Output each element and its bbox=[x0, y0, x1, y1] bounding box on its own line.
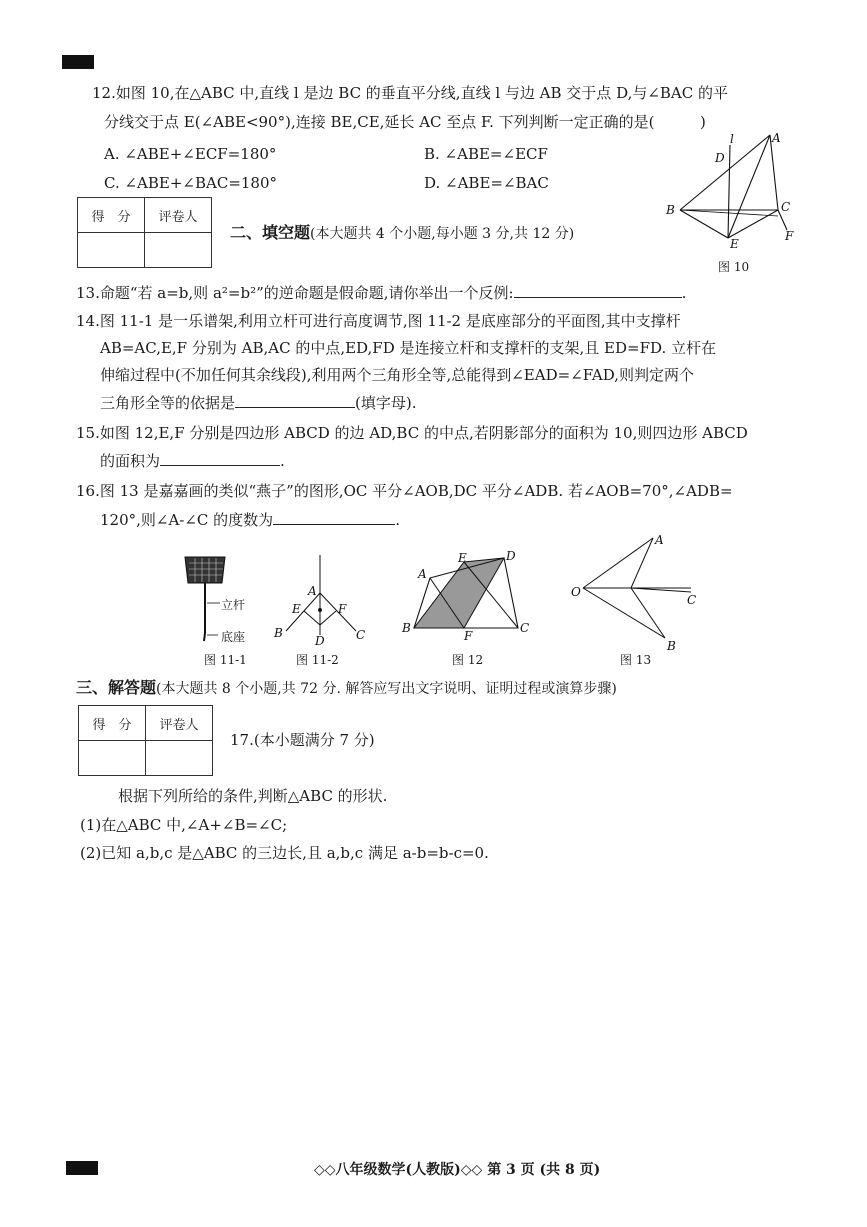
fig11-2-label-f: F bbox=[338, 602, 347, 616]
fig10-label-c: C bbox=[781, 200, 791, 214]
figure-10 bbox=[660, 130, 810, 275]
q14-answer-blank[interactable] bbox=[235, 389, 355, 408]
section3-heading bbox=[76, 675, 617, 698]
grader-field[interactable] bbox=[146, 741, 213, 776]
score-box-section2 bbox=[77, 197, 212, 268]
q12-option-a: A. ∠ABE+∠ECF=180° bbox=[104, 145, 277, 163]
page-footer: ◇◇八年级数学(人教版)◇◇ 第 3 页 (共 8 页) bbox=[314, 1162, 601, 1178]
fig10-label-d: D bbox=[715, 151, 725, 165]
fig13-label-b: B bbox=[667, 639, 676, 653]
q12-paren-close: ) bbox=[700, 113, 706, 131]
q12-option-b: B. ∠ABE=∠ECF bbox=[424, 145, 548, 163]
q14-line4 bbox=[100, 389, 417, 416]
score-label: 得 分 bbox=[78, 198, 145, 233]
fig11-2-label-d: D bbox=[315, 634, 325, 648]
fig11-1-pole-label: 立杆 bbox=[221, 598, 246, 612]
q15-line2-text: 的面积为 bbox=[100, 452, 161, 470]
figure-13 bbox=[567, 532, 707, 652]
section2-desc: (本大题共 4 个小题,每小题 3 分,共 12 分) bbox=[310, 226, 575, 242]
q12-line1: 12.如图 10,在△ABC 中,直线 l 是边 BC 的垂直平分线,直线 l 与边 AB 交于点 D,与∠BAC 的平 bbox=[92, 84, 729, 102]
grader-field[interactable] bbox=[145, 233, 212, 268]
fig12-label-b: B bbox=[402, 621, 411, 635]
q14-line1: 14.图 11-1 是一乐谱架,利用立杆可进行高度调节,图 11-2 是底座部分的平面图,其中支撑杆 bbox=[76, 312, 681, 330]
fig11-1-base-label: 底座 bbox=[221, 630, 246, 644]
fig10-label-l: l bbox=[730, 132, 734, 146]
fig12-label-e: E bbox=[458, 551, 467, 565]
fig13-label-c: C bbox=[687, 593, 697, 607]
fig10-label-a: A bbox=[772, 131, 781, 145]
section2-heading bbox=[230, 220, 574, 243]
fig10-caption: 图 10 bbox=[718, 260, 750, 274]
q16-line2: 120°,则∠A-∠C 的度数为 . bbox=[100, 506, 400, 533]
grader-label: 评卷人 bbox=[146, 706, 213, 741]
section3-title: 三、解答题 bbox=[76, 678, 157, 697]
q14-line2: AB=AC,E,F 分别为 AB,AC 的中点,ED,FD 是连接立杆和支撑杆的支架,且 ED=FD. 立杆在 bbox=[100, 339, 717, 357]
q14-line3: 伸缩过程中(不加任何其余线段),利用两个三角形全等,总能得到∠EAD=∠FAD,则判定两个 bbox=[100, 366, 694, 384]
figure-11-2 bbox=[272, 555, 372, 647]
fig11-2-label-e: E bbox=[292, 602, 301, 616]
q17-header: 17.(本小题满分 7 分) bbox=[230, 731, 375, 749]
fig10-label-b: B bbox=[666, 203, 675, 217]
fig10-label-e: E bbox=[730, 237, 739, 251]
q15-line2: 的面积为 . bbox=[100, 447, 285, 474]
q14-line4-suffix: (填字母). bbox=[355, 394, 417, 412]
fig10-label-f: F bbox=[785, 229, 794, 243]
q17-intro: 根据下列所给的条件,判断△ABC 的形状. bbox=[118, 787, 388, 805]
q13-text: 13.命题“若 a=b,则 a²=b²”的逆命题是假命题,请你举出一个反例: bbox=[76, 284, 514, 302]
fig11-2-caption: 图 11-2 bbox=[296, 653, 339, 667]
fig11-2-label-b: B bbox=[274, 626, 283, 640]
score-field[interactable] bbox=[78, 233, 145, 268]
section3-desc: (本大题共 8 个小题,共 72 分. 解答应写出文字说明、证明过程或演算步骤) bbox=[156, 681, 617, 697]
section2-title: 二、填空题 bbox=[230, 223, 311, 242]
fig11-2-label-c: C bbox=[356, 628, 366, 642]
fig12-label-f: F bbox=[464, 629, 473, 643]
q16-line1: 16.图 13 是嘉嘉画的类似“燕子”的图形,OC 平分∠AOB,DC 平分∠ADB. 若∠AOB=70°,∠ADB= bbox=[76, 482, 733, 500]
bottom-marker bbox=[66, 1161, 98, 1175]
q12-option-d: D. ∠ABE=∠BAC bbox=[424, 174, 549, 192]
score-field[interactable] bbox=[79, 741, 146, 776]
score-label: 得 分 bbox=[79, 706, 146, 741]
grader-label: 评卷人 bbox=[145, 198, 212, 233]
q13-answer-blank[interactable] bbox=[514, 279, 682, 298]
q15-line1: 15.如图 12,E,F 分别是四边形 ABCD 的边 AD,BC 的中点,若阴影部分的面积为 10,则四边形 ABCD bbox=[76, 424, 748, 442]
q14-line4-text: 三角形全等的依据是 bbox=[100, 394, 236, 412]
fig12-caption: 图 12 bbox=[452, 653, 484, 667]
figure-12 bbox=[398, 549, 538, 644]
q16-line2-text: 120°,则∠A-∠C 的度数为 bbox=[100, 511, 274, 529]
q17-part2: (2)已知 a,b,c 是△ABC 的三边长,且 a,b,c 满足 a-b=b-c=0. bbox=[80, 844, 489, 862]
fig11-1-caption: 图 11-1 bbox=[204, 653, 247, 667]
top-marker bbox=[62, 55, 94, 69]
q12-option-c: C. ∠ABE+∠BAC=180° bbox=[104, 174, 278, 192]
fig12-label-c: C bbox=[520, 621, 530, 635]
fig13-label-o: O bbox=[571, 585, 581, 599]
fig13-caption: 图 13 bbox=[620, 653, 652, 667]
q13: 13.命题“若 a=b,则 a²=b²”的逆命题是假命题,请你举出一个反例: . bbox=[76, 279, 686, 306]
q16-answer-blank[interactable] bbox=[273, 506, 395, 525]
score-box-q17 bbox=[78, 705, 213, 776]
q12-line2: 分线交于点 E(∠ABE<90°),连接 BE,CE,延长 AC 至点 F. 下列判断一定正确的是( bbox=[104, 113, 655, 131]
fig11-2-label-a: A bbox=[308, 584, 317, 598]
fig12-label-a: A bbox=[418, 567, 427, 581]
q15-answer-blank[interactable] bbox=[160, 447, 280, 466]
q17-part1: (1)在△ABC 中,∠A+∠B=∠C; bbox=[80, 816, 288, 834]
fig12-label-d: D bbox=[506, 549, 516, 563]
fig13-label-a: A bbox=[655, 533, 664, 547]
